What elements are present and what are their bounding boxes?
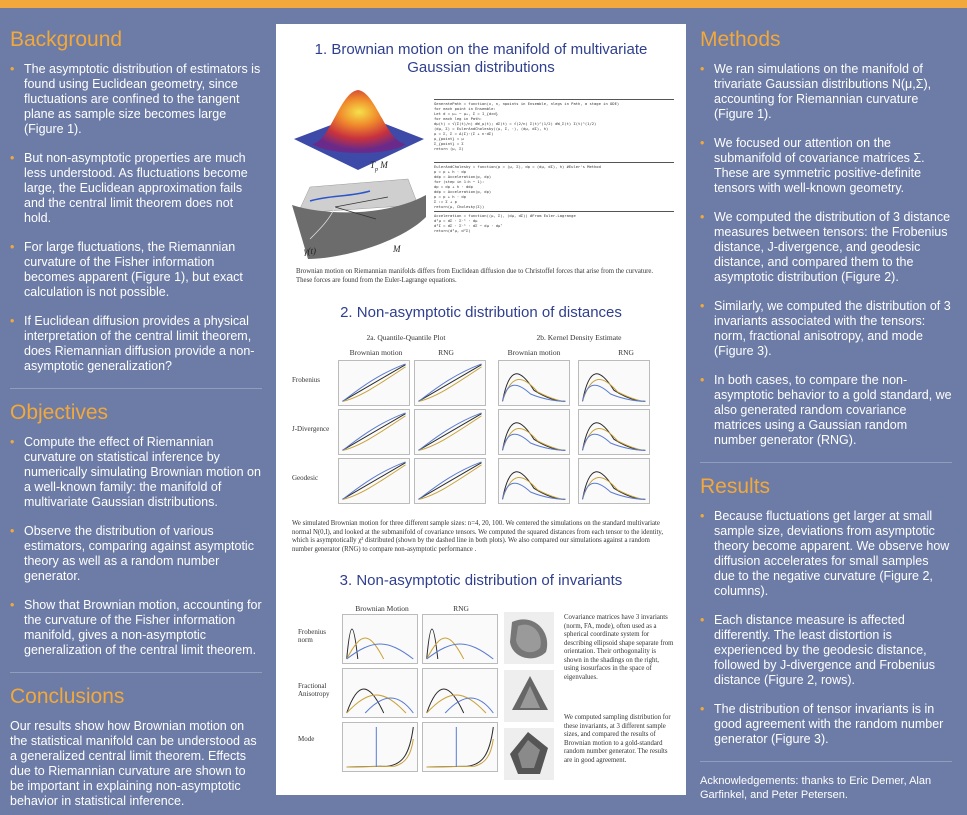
figure2-caption: We simulated Brownian motion for three different sample sizes: n=4, 20, 100. We centered the simulations on the standard multivariate normal N(0,I), and looked at the submanifold of covariance tensors. We computed the squared distances from each tensor to the identity, which is asymptotically χ² distributed (shown by the dashed line in both plots). We also compared our simulations against a random number generator (RNG) to compare non-asymptotic performance . <box>292 520 664 553</box>
results-list <box>700 509 952 747</box>
fig2-row-jdivergence: J-Divergence <box>292 425 330 433</box>
methods-bullet: • We ran simulations on the manifold of trivariate Gaussian distributions N(μ,Σ), accounting for Riemannian curvature (Figure 1). <box>700 62 952 122</box>
code-line: Acceleration = function((μ, Σ), (dμ, dΣ)) #From Euler-Lagrange <box>434 213 576 218</box>
code-line: dp = dp + h · ddp <box>434 184 473 189</box>
code-line: dμ(t) = √(Σ(t)/n) dW_μ(t); dΣ(t) = √(2/n) Σ(t)^(1/2) dW_Σ(t) Σ(t)^(1/2) <box>434 121 597 126</box>
background-bullet: • If Euclidean diffusion provides a physical interpretation of the central limit theorem, does Riemannian diffusion provide a non-asymptotic generalization? <box>10 314 262 374</box>
methods-bullet: • In both cases, to compare the non-asymptotic behavior to a gold standard, we also generated random covariance matrices using a Gaussian random number generator (RNG). <box>700 373 952 448</box>
fig2-col-brownian-b: Brownian motion <box>507 348 561 357</box>
fig2-row-frobenius: Frobenius <box>292 376 320 384</box>
plot-curve <box>343 463 406 500</box>
code-line: ddp = Acceleration(p, dp) <box>434 189 492 194</box>
code-line: Let d = μ₀ − μ₀, Σ = I_{d×d} <box>434 111 499 116</box>
conclusions-text: Our results show how Brownian motion on the statistical manifold can be understood as a generalized central limit theorem. Effects due to Riemannian curvature are shown to be important in explaining non-asymptotic behavior in statistical inference. <box>10 719 257 808</box>
methods-bullet: • We computed the distribution of 3 distance measures between tensors: the Frobenius distance, J-divergence, and geodesic distance, and compared them to the asymptotic distribution (Figure 2). <box>700 210 952 285</box>
code-line: μ_{point} = μ <box>434 136 464 141</box>
plot-curve <box>347 689 384 713</box>
code-line: return(d²μ, d²Σ) <box>434 228 471 233</box>
code-line: return (μ, Σ) <box>434 146 464 151</box>
fig3-plot-panel <box>422 722 498 772</box>
code-line: d²Σ = dΣ · Σ⁻¹ · dΣ − dμ · dμᵀ <box>434 223 503 228</box>
section-divider <box>10 388 262 389</box>
code-line: Σ := Σ + p <box>434 199 457 204</box>
fig3-row-mode: Mode <box>298 735 315 743</box>
fig2-plot-panel <box>414 409 486 455</box>
objectives-bullet: • Show that Brownian motion, accounting for the curvature of the Fisher information manifold, gives a non-asymptotic generalization of the central limit theorem. <box>10 598 262 658</box>
gamma-label: γ(t) <box>304 246 317 256</box>
code-line: p = p + h · dp <box>434 194 467 199</box>
objectives-bullet: • Compute the effect of Riemannian curvature on statistical inference by numerically simulating Brownian motion on a well-known family: the manifold of multivariate Gaussian distributions. <box>10 435 262 510</box>
code-line: ddp = Acceleration(p, dp) <box>434 174 492 179</box>
tangent-space-label <box>370 160 388 173</box>
background-list <box>10 62 262 374</box>
figure3-text-1: Covariance matrices have 3 invariants (norm, FA, mode), often used as a spherical coordinate system for describing ellipsoid shape separate from orientation. Their orthogonality is shown in the shadings on the right, using isosurfaces in the space of eigenvalues. <box>564 614 674 681</box>
background-bullet: • But non-asymptotic properties are much less understood. As fluctuations become large, the Euclidean approximation fails and the central limit theorem does not hold. <box>10 151 262 226</box>
tangent-M: M <box>378 160 388 170</box>
results-bullet: • The distribution of tensor invariants is in good agreement with the random number generator (Figure 3). <box>700 702 952 747</box>
objectives-heading: Objectives <box>10 401 109 424</box>
fig2-row-geodesic: Geodesic <box>292 474 319 482</box>
code-line: Σ_{point} = Σ <box>434 141 464 146</box>
fig2-plot-panel <box>498 409 570 455</box>
plot-curve <box>419 463 482 500</box>
methods-heading: Methods <box>700 28 781 51</box>
isosurface-fa-shape <box>504 670 554 722</box>
plot-curve <box>419 365 482 402</box>
code-line: for each leg in Path: <box>434 116 483 121</box>
figure2-title: 2. Non-asymptotic distribution of distances <box>340 304 622 321</box>
methods-list <box>700 62 952 448</box>
fig2-plot-panel <box>414 458 486 504</box>
plot-curve <box>365 698 413 713</box>
code-acceleration <box>434 211 674 233</box>
results-heading: Results <box>700 475 771 498</box>
code-line: GeneratePath = function(x, n, npoints in Ensemble, nlegs in Path, a stage in ODE) <box>434 101 620 106</box>
fig3-col-rng: RNG <box>453 604 469 613</box>
fig2-plot-panel <box>578 360 650 406</box>
fig2-col-rng-a: RNG <box>438 348 454 357</box>
fig2-plot-panel <box>498 458 570 504</box>
fig3-plot-panel <box>342 722 418 772</box>
manifold-label: M <box>393 244 401 254</box>
section-divider <box>10 672 262 673</box>
fig3-plot-panel <box>422 668 498 718</box>
figure1-caption: Brownian motion on Riemannian manifolds differs from Euclidean diffusion due to Christoffel forces that arise from the curvature. These forces are found from the Euler-Lagrange equations. <box>296 268 654 284</box>
plot-curve <box>427 638 464 659</box>
acknowledgements: Acknowledgements: thanks to Eric Demer, Alan Garfinkel, and Peter Petersen. <box>700 775 932 801</box>
top-accent-bar <box>0 0 967 8</box>
code-line: (dμ, Σ) = EulerAndCholesky((μ, Σ, ·), (dμ, dΣ), h) <box>434 126 549 131</box>
code-line: μ = Σ, Σ = Δ(Σ)·(Σ + n·dΣ) <box>434 131 494 136</box>
plot-curve <box>347 727 414 767</box>
figure1-title: 1. Brownian motion on the manifold of multivariate Gaussian distributions <box>314 41 648 76</box>
plot-curve <box>427 689 464 713</box>
fig2-col-rng-b: RNG <box>618 348 634 357</box>
fig2-plot-panel <box>338 360 410 406</box>
results-bullet: • Because fluctuations get larger at small sample size, deviations from asymptotic theory become apparent. We observe how diffusion accelerates for small samples due to the negative curvature (Figure 2, columns). <box>700 509 952 599</box>
fig3-plot-panel <box>342 668 418 718</box>
fig2-plot-panel <box>338 458 410 504</box>
right-column <box>700 28 952 802</box>
code-line: d²μ = dΣ · Σ⁻¹ · dμ <box>434 218 478 223</box>
plot-curve <box>343 414 406 451</box>
left-column <box>10 28 262 809</box>
fig3-plot-panel <box>422 614 498 664</box>
results-bullet: • Each distance measure is affected differently. The least distortion is experienced by the geodesic distance, followed by J-divergence and Frobenius distance (Figure 2, rows). <box>700 613 952 688</box>
plot-curve <box>427 727 494 767</box>
qq-plot-label: 2a. Quantile-Quantile Plot <box>366 333 446 342</box>
plot-curve <box>347 638 384 659</box>
plot-curve <box>445 698 493 713</box>
section-divider <box>700 761 952 762</box>
fig2-plot-panel <box>338 409 410 455</box>
fig3-row-norm: Frobenius norm <box>298 628 326 644</box>
kde-label: 2b. Kernel Density Estimate <box>536 333 622 342</box>
fig2-plot-panel <box>498 360 570 406</box>
section-divider <box>700 462 952 463</box>
code-generate-path <box>434 99 674 151</box>
fig2-plot-panel <box>414 360 486 406</box>
plot-curve <box>343 365 406 402</box>
plot-curve <box>347 739 414 767</box>
code-line: for each point in Ensemble: <box>434 106 496 111</box>
background-heading: Background <box>10 28 123 51</box>
figure3-text-2: We computed sampling distribution for these invariants, at 3 different sample sizes, and compared the results of Brownian motion to a gold-standard random number generator. The results are in good agreement. <box>564 714 671 764</box>
tangent-p: p <box>375 166 379 173</box>
code-line: for (step in 1:h − 1): <box>434 179 485 184</box>
code-line: return(μ, Cholesky(Σ)) <box>434 204 485 209</box>
conclusions-heading: Conclusions <box>10 685 125 708</box>
tangent-T: T <box>370 160 376 170</box>
figure-panel <box>276 24 686 795</box>
figure3-title: 3. Non-asymptotic distribution of invariants <box>339 572 623 589</box>
objectives-bullet: • Observe the distribution of various estimators, comparing against asymptotic theory as well as a random number generator. <box>10 524 262 584</box>
isosurface-mode-shape <box>504 728 554 780</box>
plot-curve <box>427 739 494 767</box>
objectives-list <box>10 435 262 658</box>
background-bullet: • The asymptotic distribution of estimators is found using Euclidean geometry, since fluctuations are confined to the tangent plane as sample size becomes large (Figure 1). <box>10 62 262 137</box>
code-euler-cholesky <box>434 162 674 209</box>
background-bullet: • For large fluctuations, the Riemannian curvature of the Fisher information becomes apparent (Figure 1), but exact calculation is not possible. <box>10 240 262 300</box>
methods-bullet: • We focused our attention on the submanifold of covariance matrices Σ. These are symmetric positive-definite tensors with well-known geometry. <box>700 136 952 196</box>
isosurface-norm-shape <box>504 612 554 664</box>
plot-curve <box>427 695 486 713</box>
methods-bullet: • Similarly, we computed the distribution of 3 invariants associated with the tensors: norm, fractional anisotropy, and mode (Figure 3). <box>700 299 952 359</box>
fig2-plot-panel <box>578 458 650 504</box>
fig3-col-brownian: Brownian Motion <box>355 604 409 613</box>
fig2-col-brownian-a: Brownian motion <box>349 348 403 357</box>
plot-curve <box>347 695 406 713</box>
fig3-plot-panel <box>342 614 418 664</box>
fig3-row-fa: Fractional Anisotropy <box>298 682 330 698</box>
plot-curve <box>419 414 482 451</box>
fig2-plot-panel <box>578 409 650 455</box>
code-line: EulerAndCholesky = function(p = (μ, Σ), dp = (dμ, dΣ), h) #Euler's Method <box>434 164 601 169</box>
code-line: p = p + h · dp <box>434 169 467 174</box>
